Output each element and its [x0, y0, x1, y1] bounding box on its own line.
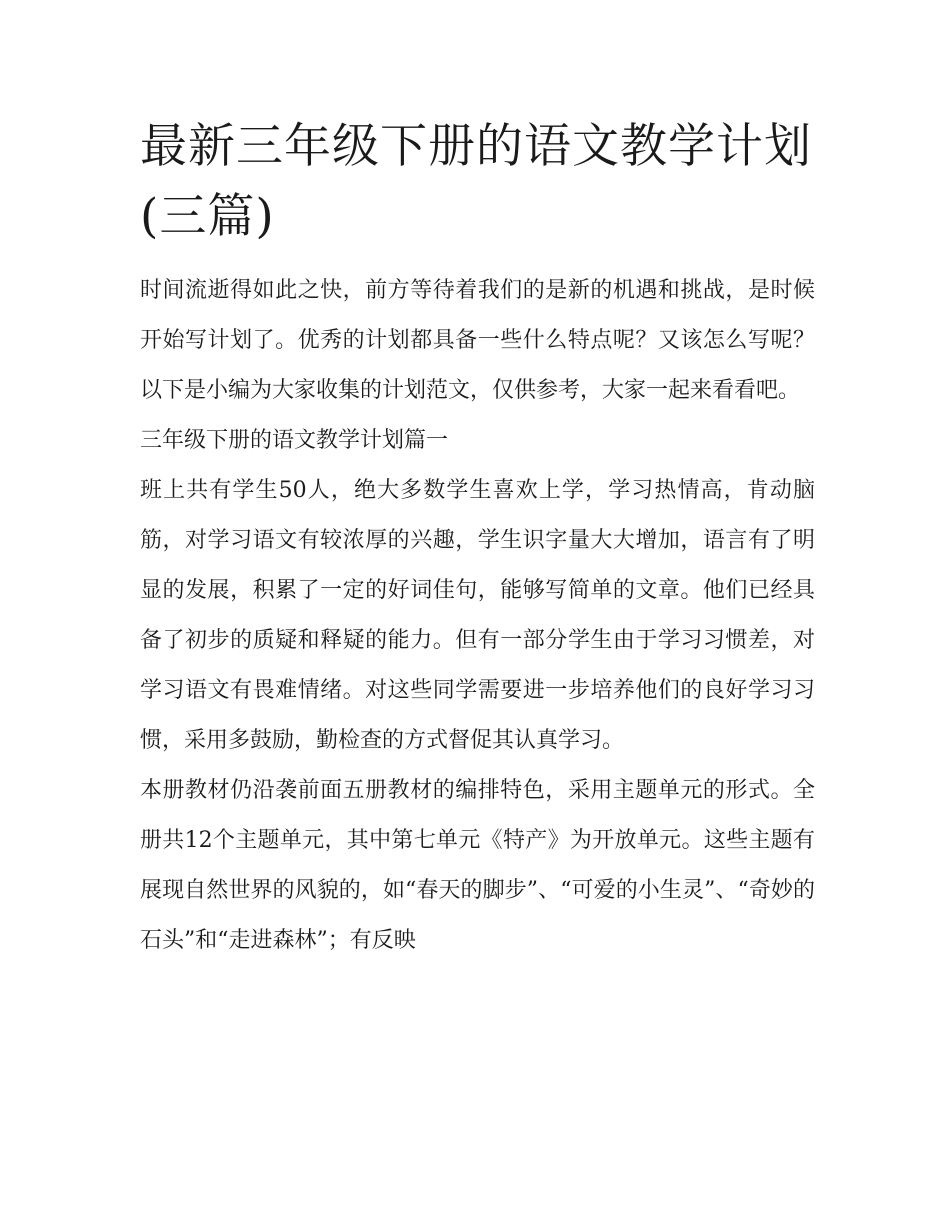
- document-page: [140, 112, 815, 966]
- intro-paragraph: 时间流逝得如此之快，前方等待着我们的是新的机遇和挑战，是时候开始写计划了。优秀的计划都具备一些什么特点呢？又该怎么写呢？以下是小编为大家收集的计划范文，仅供参考，大家一起来看看吧。: [140, 278, 815, 403]
- section-heading: 三年级下册的语文教学计划篇一: [140, 428, 449, 453]
- body-paragraph-2: 本册教材仍沿袭前面五册教材的编排特色，采用主题单元的形式。全册共12个主题单元，其中第七单元《特产》为开放单元。这些主题有展现自然世界的风貌的，如“春天的脚步”、“可爱的小生灵”、“奇妙的石头”和“走进森林”；有反映: [140, 778, 815, 953]
- body-paragraph-1: 班上共有学生50人，绝大多数学生喜欢上学，学习热情高，肯动脑筋，对学习语文有较浓厚的兴趣，学生识字量大大增加，语言有了明显的发展，积累了一定的好词佳句，能够写简单的文章。他们已经具备了初步的质疑和释疑的能力。但有一部分学生由于学习习惯差，对学习语文有畏难情绪。对这些同学需要进一步培养他们的良好学习习惯，采用多鼓励，勤检查的方式督促其认真学习。: [140, 478, 815, 753]
- document-title: 最新三年级下册的语文教学计划(三篇): [140, 119, 812, 244]
